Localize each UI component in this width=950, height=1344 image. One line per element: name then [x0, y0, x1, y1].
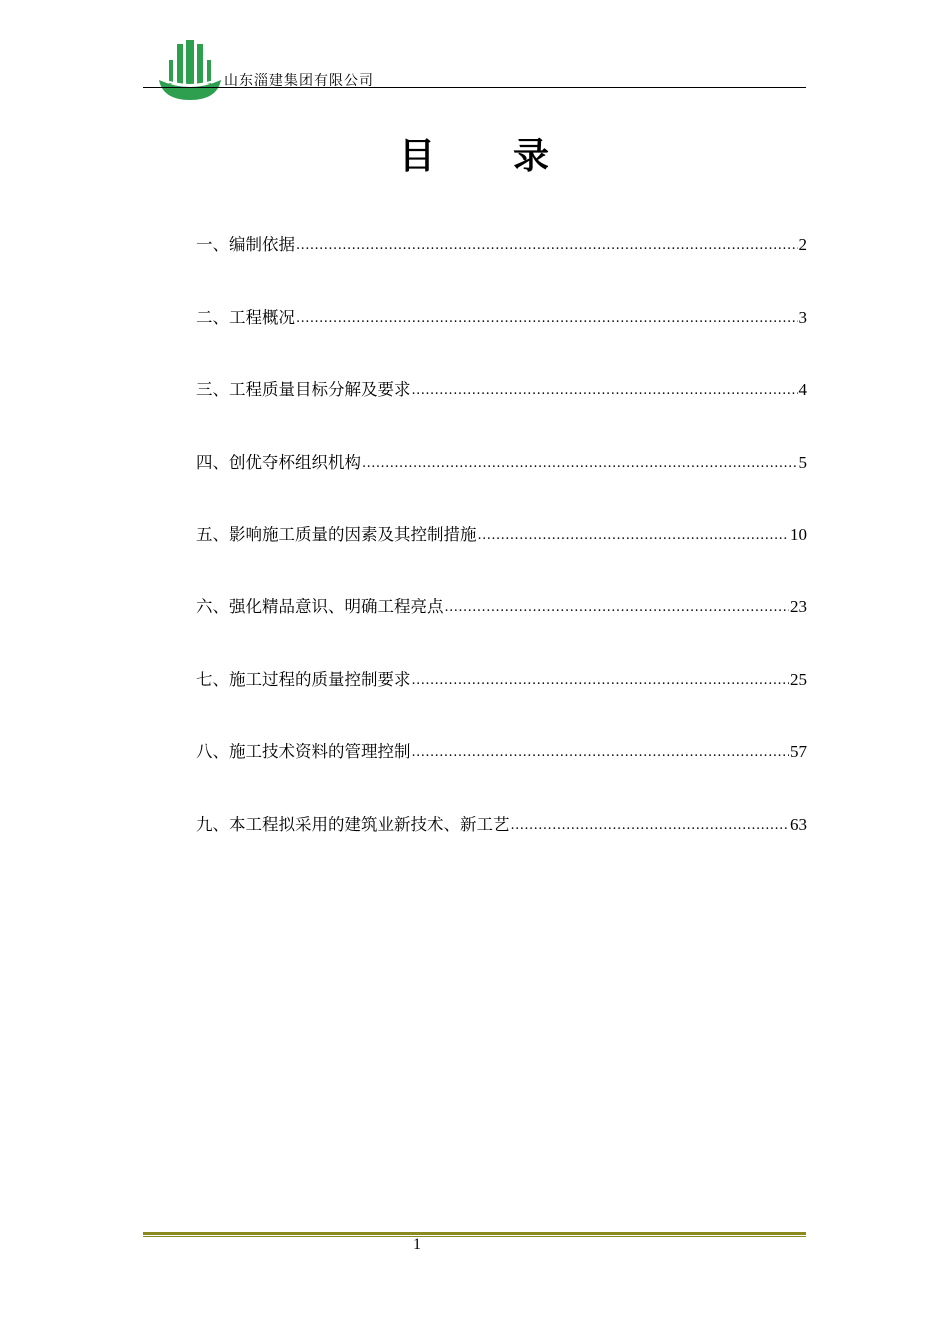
toc-dot-leader [412, 741, 790, 765]
toc-dot-leader [362, 452, 798, 476]
title-char-2: 录 [513, 136, 552, 177]
toc-entry-label: 九、本工程拟采用的建筑业新技术、新工艺 [196, 815, 510, 834]
toc-entry-page: 23 [790, 597, 807, 616]
toc-dot-leader [412, 379, 798, 403]
toc-entry-7[interactable] [196, 668, 807, 692]
toc-entry-4[interactable] [196, 451, 807, 475]
toc-dot-leader [296, 234, 798, 258]
toc-entry-page: 4 [798, 380, 807, 399]
toc-dot-leader [296, 307, 798, 331]
toc-entry-page: 2 [798, 235, 807, 254]
toc-entry-label: 七、施工过程的质量控制要求 [196, 670, 411, 689]
toc-entry-page: 5 [798, 453, 807, 472]
toc-dot-leader [478, 524, 790, 548]
toc-entry-label: 一、编制依据 [196, 235, 295, 254]
toc-entry-page: 57 [790, 742, 807, 761]
toc-entry-label: 三、工程质量目标分解及要求 [196, 380, 411, 399]
toc-entry-label: 五、影响施工质量的因素及其控制措施 [196, 525, 477, 544]
toc-entry-3[interactable] [196, 378, 807, 402]
page-header [143, 38, 806, 102]
toc-entry-8[interactable] [196, 740, 807, 764]
toc-entry-page: 10 [790, 525, 807, 544]
header-divider [143, 87, 806, 88]
toc-entry-2[interactable] [196, 306, 807, 330]
footer-divider-thick [143, 1232, 806, 1235]
page-number: 1 [413, 1236, 421, 1253]
toc-dot-leader [511, 814, 790, 838]
toc-entry-1[interactable] [196, 233, 807, 257]
toc-entry-label: 八、施工技术资料的管理控制 [196, 742, 411, 761]
toc-dot-leader [412, 669, 790, 693]
toc-entry-page: 3 [798, 308, 807, 327]
footer-divider-thin [143, 1236, 806, 1237]
toc-entry-page: 25 [790, 670, 807, 689]
page-title [0, 128, 950, 179]
toc-entry-label: 六、强化精品意识、明确工程亮点 [196, 597, 444, 616]
toc-entry-label: 四、创优夺杯组织机构 [196, 453, 361, 472]
company-logo-icon [157, 40, 223, 100]
toc-entry-6[interactable] [196, 595, 807, 619]
toc-entry-page: 63 [790, 815, 807, 834]
toc-entry-9[interactable] [196, 813, 807, 837]
toc-entry-5[interactable] [196, 523, 807, 547]
toc-dot-leader [445, 596, 790, 620]
title-char-1: 目 [398, 136, 437, 177]
toc-entry-label: 二、工程概况 [196, 308, 295, 327]
company-name: 山东淄建集团有限公司 [224, 73, 374, 89]
